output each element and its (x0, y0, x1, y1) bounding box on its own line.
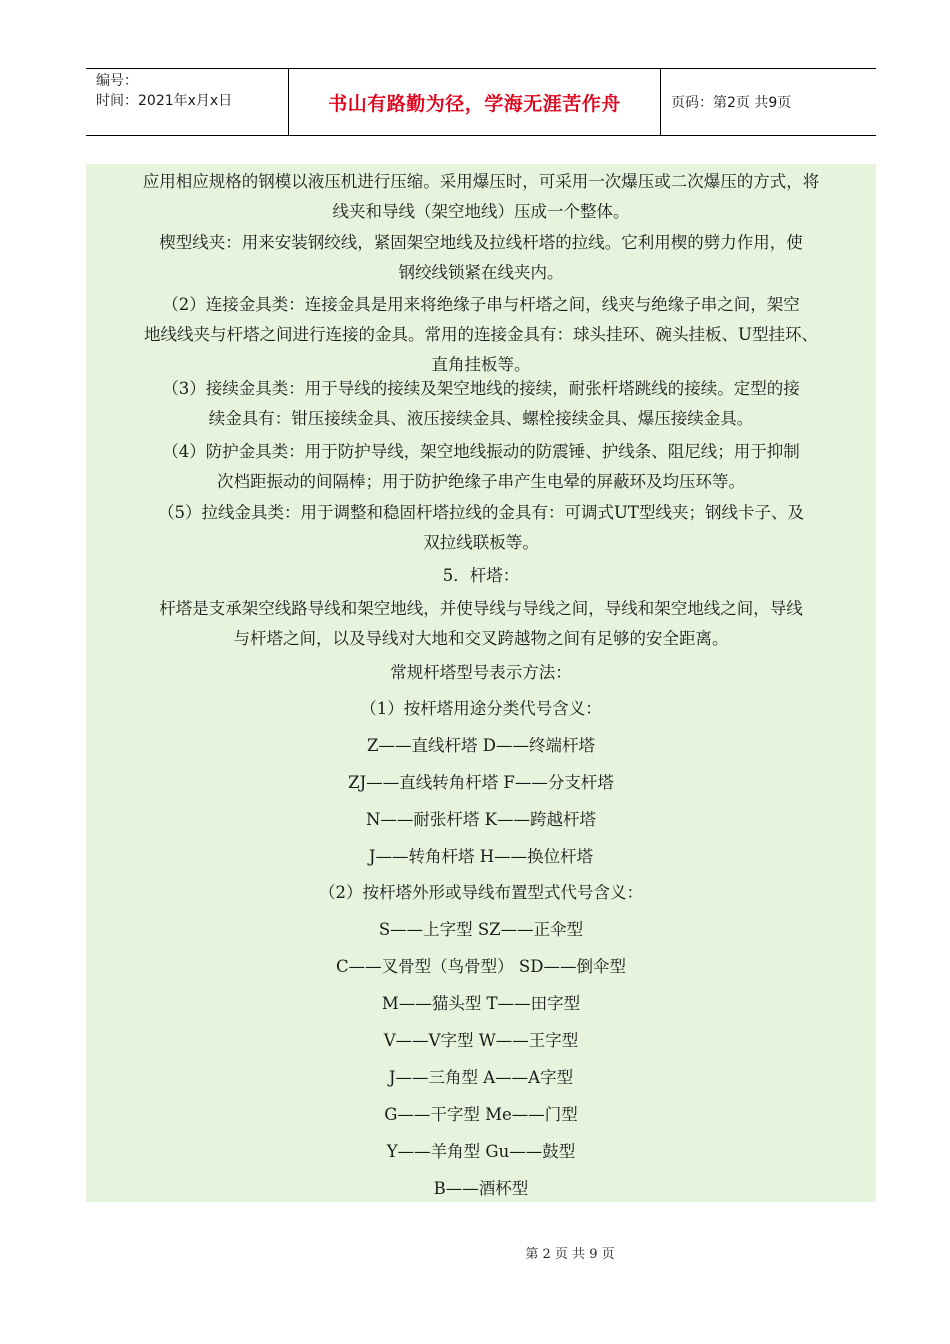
paragraph-line: 续金具有：钳压接续金具、液压接续金具、螺栓接续金具、爆压接续金具。 (208, 409, 754, 428)
paragraph (86, 694, 876, 724)
paragraph-line: M——猫头型 T——田字型 (381, 994, 581, 1013)
paragraph (86, 594, 876, 654)
paragraph (86, 1174, 876, 1204)
paragraph-line: （4）防护金具类：用于防护导线，架空地线振动的防震锤、护线条、阻尼线；用于抑制 (162, 442, 800, 461)
paragraph-line: 应用相应规格的钢模以液压机进行压缩。采用爆压时，可采用一次爆压或二次爆压的方式，将 (142, 172, 820, 191)
header-meta (86, 69, 288, 135)
paragraph-line: 直角挂板等。 (431, 355, 531, 374)
paragraph (86, 437, 876, 497)
paragraph (86, 290, 876, 380)
paragraph-line: J——转角杆塔 H——换位杆塔 (368, 847, 594, 866)
paragraph (86, 1137, 876, 1167)
paragraph (86, 989, 876, 1019)
paragraph-line: 线夹和导线（架空地线）压成一个整体。 (332, 202, 630, 221)
paragraph (86, 1100, 876, 1130)
paragraph-line: N——耐张杆塔 K——跨越杆塔 (365, 810, 596, 829)
paragraph (86, 658, 876, 688)
paragraph (86, 1063, 876, 1093)
paragraph (86, 842, 876, 872)
paragraph (86, 167, 876, 227)
header-page-label: 页码：第2页 共9页 (671, 95, 792, 111)
paragraph (86, 561, 876, 591)
paragraph-line: （5）拉线金具类：用于调整和稳固杆塔拉线的金具有：可调式UT型线夹；钢线卡子、及 (158, 503, 804, 522)
paragraph-line: J——三角型 A——A字型 (388, 1068, 574, 1087)
paragraph-line: 地线线夹与杆塔之间进行连接的金具。常用的连接金具有：球头挂环、碗头挂板、U型挂环、 (144, 325, 818, 344)
paragraph-line: ZJ——直线转角杆塔 F——分支杆塔 (348, 773, 614, 792)
paragraph-line: （1）按杆塔用途分类代号含义： (360, 699, 602, 718)
document-body (86, 164, 876, 1202)
paragraph-line: 钢绞线锁紧在线夹内。 (398, 263, 564, 282)
paragraph (86, 228, 876, 288)
paragraph (86, 915, 876, 945)
footer-page-number: 第 2 页 共 9 页 (525, 1247, 615, 1262)
paragraph-line: Z——直线杆塔 D——终端杆塔 (367, 736, 595, 755)
paragraph-line: V——V字型 W——王字型 (383, 1031, 579, 1050)
paragraph (86, 1026, 876, 1056)
paragraph-line: （3）接续金具类：用于导线的接续及架空地线的接续，耐张杆塔跳线的接续。定型的接 (162, 379, 800, 398)
header-motto: 书山有路勤为径，学海无涯苦作舟 (288, 69, 661, 135)
paragraph-line: 次档距振动的间隔棒；用于防护绝缘子串产生电晕的屏蔽环及均压环等。 (217, 472, 745, 491)
paragraph (86, 805, 876, 835)
paragraph (86, 731, 876, 761)
paragraph-line: 5．杆塔： (442, 566, 520, 585)
paragraph (86, 498, 876, 558)
paragraph-line: Y——羊角型 Gu——鼓型 (386, 1142, 576, 1161)
paragraph-line: （2）连接金具类：连接金具是用来将绝缘子串与杆塔之间，线夹与绝缘子串之间，架空 (162, 295, 800, 314)
time-label: 时间：2021年x月x日 (96, 93, 233, 109)
paragraph (86, 768, 876, 798)
paragraph (86, 374, 876, 434)
paragraph-line: S——上字型 SZ——正伞型 (378, 920, 584, 939)
paragraph-line: 双拉线联板等。 (423, 533, 539, 552)
paragraph-line: B——酒杯型 (433, 1179, 529, 1198)
paragraph-line: C——叉骨型（鸟骨型） SD——倒伞型 (336, 957, 626, 976)
paragraph-line: 与杆塔之间，以及导线对大地和交叉跨越物之间有足够的安全距离。 (233, 629, 729, 648)
paragraph-line: G——干字型 Me——门型 (384, 1105, 578, 1124)
page-header (86, 68, 876, 136)
paragraph (86, 878, 876, 908)
paragraph-line: 常规杆塔型号表示方法： (390, 663, 572, 682)
page-footer (0, 1243, 950, 1262)
paragraph-line: 楔型线夹：用来安装钢绞线，紧固架空地线及拉线杆塔的拉线。它利用楔的劈力作用，使 (159, 233, 803, 252)
paragraph (86, 952, 876, 982)
number-label: 编号： (96, 73, 138, 89)
paragraph-line: 杆塔是支承架空线路导线和架空地线，并使导线与导线之间，导线和架空地线之间，导线 (159, 599, 803, 618)
paragraph-line: （2）按杆塔外形或导线布置型式代号含义： (319, 883, 643, 902)
